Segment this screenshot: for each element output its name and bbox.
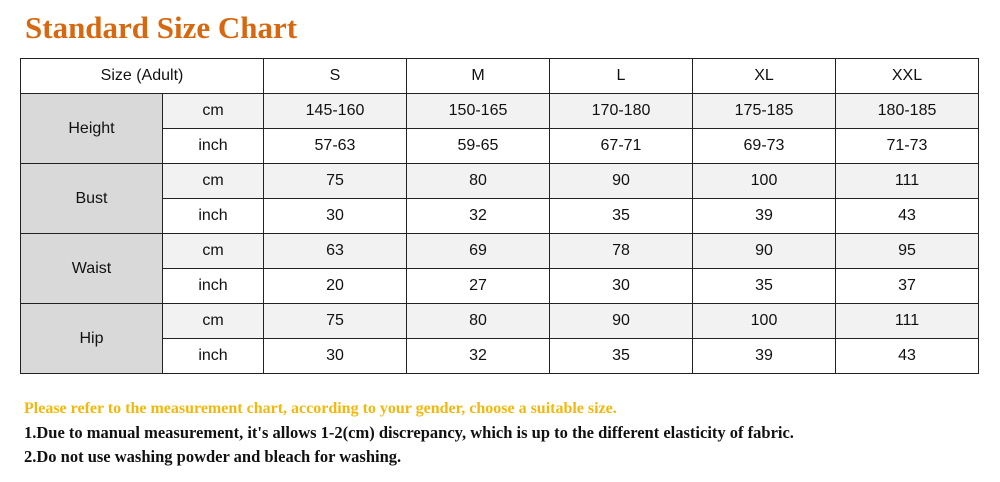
table-header-row (21, 59, 979, 94)
unit-label: cm (163, 234, 264, 269)
measure-label-hip: Hip (21, 304, 163, 374)
table-cell: 69 (407, 234, 550, 269)
table-cell: 100 (693, 304, 836, 339)
table-cell: 35 (693, 269, 836, 304)
table-cell: 80 (407, 304, 550, 339)
unit-label: inch (163, 129, 264, 164)
table-cell: 90 (550, 164, 693, 199)
table-cell: 37 (836, 269, 979, 304)
table-cell: 150-165 (407, 94, 550, 129)
unit-label: inch (163, 199, 264, 234)
size-header-m: M (407, 59, 550, 94)
table-row-waist-cm (21, 234, 979, 269)
table-cell: 32 (407, 339, 550, 374)
table-cell: 71-73 (836, 129, 979, 164)
table-cell: 57-63 (264, 129, 407, 164)
table-cell: 20 (264, 269, 407, 304)
page-title: Standard Size Chart (25, 10, 298, 45)
table-row-height-inch (21, 129, 979, 164)
table-cell: 30 (264, 199, 407, 234)
table-cell: 63 (264, 234, 407, 269)
table-cell: 180-185 (836, 94, 979, 129)
size-header-xl: XL (693, 59, 836, 94)
table-cell: 67-71 (550, 129, 693, 164)
table-cell: 95 (836, 234, 979, 269)
table-body (21, 59, 979, 374)
table-row-height-cm (21, 94, 979, 129)
table-cell: 78 (550, 234, 693, 269)
table-cell: 111 (836, 164, 979, 199)
table-cell: 35 (550, 199, 693, 234)
table-row-hip-inch (21, 339, 979, 374)
measure-label-bust: Bust (21, 164, 163, 234)
table-cell: 170-180 (550, 94, 693, 129)
unit-label: inch (163, 339, 264, 374)
size-header-l: L (550, 59, 693, 94)
unit-label: inch (163, 269, 264, 304)
table-row-hip-cm (21, 304, 979, 339)
size-header-xxl: XXL (836, 59, 979, 94)
table-cell: 75 (264, 304, 407, 339)
table-cell: 69-73 (693, 129, 836, 164)
size-header-s: S (264, 59, 407, 94)
table-cell: 30 (550, 269, 693, 304)
table-cell: 30 (264, 339, 407, 374)
size-advice-note: Please refer to the measurement chart, according to your gender, choose a suitable size. (24, 400, 617, 417)
note-item-2: 2.Do not use washing powder and bleach for washing. (24, 447, 402, 466)
table-cell: 111 (836, 304, 979, 339)
size-corner-label: Size (Adult) (21, 59, 264, 94)
measure-label-height: Height (21, 94, 163, 164)
table-row-bust-inch (21, 199, 979, 234)
table-cell: 75 (264, 164, 407, 199)
table-cell: 39 (693, 199, 836, 234)
table-cell: 90 (550, 304, 693, 339)
table-cell: 90 (693, 234, 836, 269)
table-cell: 80 (407, 164, 550, 199)
table-cell: 39 (693, 339, 836, 374)
table-cell: 100 (693, 164, 836, 199)
table-cell: 145-160 (264, 94, 407, 129)
table-row-waist-inch (21, 269, 979, 304)
table-row-bust-cm (21, 164, 979, 199)
table-cell: 32 (407, 199, 550, 234)
measure-label-waist: Waist (21, 234, 163, 304)
notes-section (24, 397, 794, 469)
table-cell: 43 (836, 339, 979, 374)
table-cell: 35 (550, 339, 693, 374)
note-item-1: 1.Due to manual measurement, it's allows 1-2(cm) discrepancy, which is up to the different elasticity of fabric. (24, 423, 794, 442)
table-cell: 43 (836, 199, 979, 234)
unit-label: cm (163, 164, 264, 199)
unit-label: cm (163, 304, 264, 339)
size-chart-table (20, 58, 979, 374)
table-cell: 27 (407, 269, 550, 304)
unit-label: cm (163, 94, 264, 129)
table-cell: 59-65 (407, 129, 550, 164)
table-cell: 175-185 (693, 94, 836, 129)
